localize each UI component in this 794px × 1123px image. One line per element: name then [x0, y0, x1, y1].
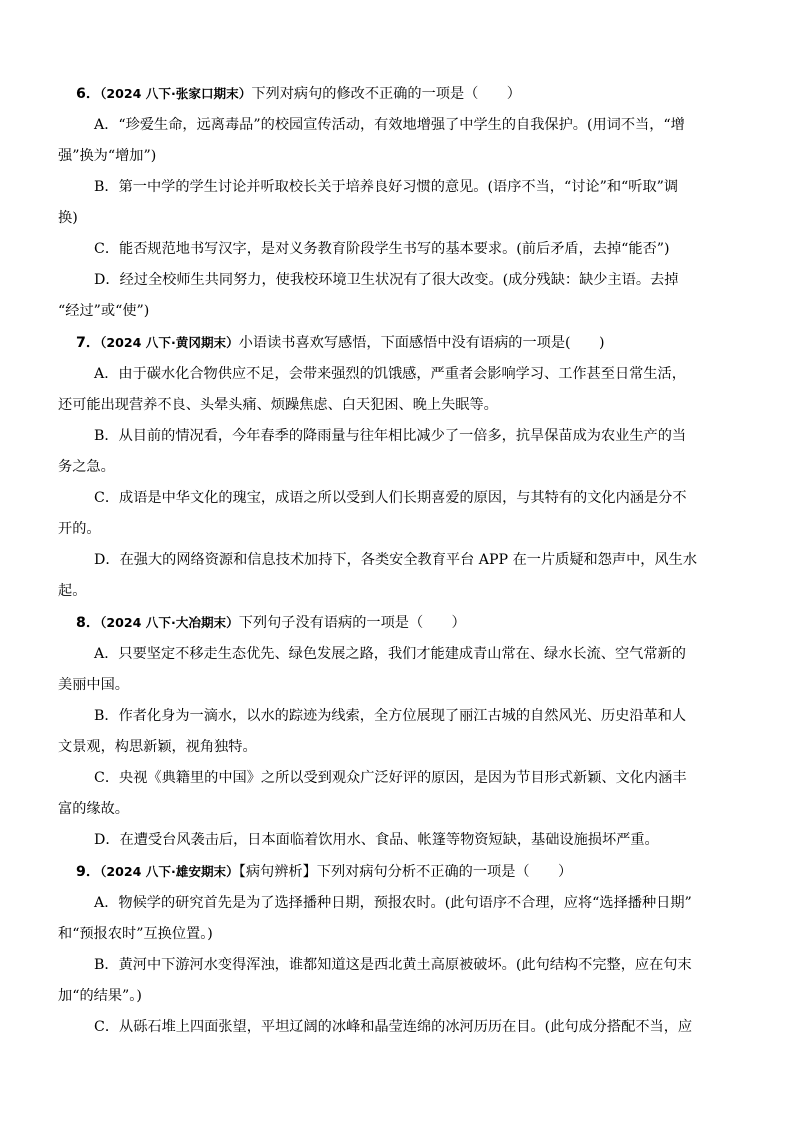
question-stem: [76, 856, 722, 888]
option-line: 富的缘故。: [58, 801, 129, 817]
option-line: D．经过全校师生共同努力，使我校环境卫生状况有了很大改变。(成分残缺：缺少主语。去掉: [94, 272, 679, 288]
option-line: 开的。: [58, 521, 101, 537]
answer-option: [58, 639, 722, 701]
option-line: A．“珍爱生命，远离毒品”的校园宣传活动，有效地增强了中学生的自我保护。(用词不当，“增: [94, 117, 685, 133]
answer-option: [58, 950, 722, 1012]
option-line: C．能否规范地书写汉字，是对义务教育阶段学生书写的基本要求。(前后矛盾，去掉“能否”): [94, 241, 670, 257]
answer-option: [58, 265, 722, 327]
question-number: 6．: [76, 86, 101, 102]
answer-option: [58, 545, 722, 607]
document-page: [58, 78, 722, 1043]
question-text: 下列对病句的修改不正确的一项是（ ）: [251, 86, 521, 102]
question-source: （2024 八下·黄冈期末）: [100, 335, 239, 350]
question-number: 7．: [76, 335, 101, 351]
option-line: 起。: [58, 583, 87, 599]
option-line: B．黄河中下游河水变得浑浊，谁都知道这是西北黄土高原被破坏。(此句结构不完整，应在句末: [94, 957, 692, 973]
answer-option: [58, 763, 722, 825]
answer-option: [58, 483, 722, 545]
option-line: D．在遭受台风袭击后，日本面临着饮用水、食品、帐篷等物资短缺，基础设施损坏严重。: [94, 832, 659, 848]
option-line: “经过”或“使”): [58, 303, 150, 319]
answer-option: [58, 172, 722, 234]
answer-option: [76, 825, 722, 856]
option-line: A．只要坚定不移走生态优先、绿色发展之路，我们才能建成青山常在、绿水长流、空气常新的: [94, 646, 686, 662]
option-line: 还可能出现营养不良、头晕头痛、烦躁焦虑、白天犯困、晚上失眠等。: [58, 397, 498, 413]
question-source: （2024 八下·雄安期末）: [100, 864, 239, 879]
option-line: B．从目前的情况看，今年春季的降雨量与往年相比减少了一倍多，抗旱保苗成为农业生产的当: [94, 428, 687, 444]
option-line: C．成语是中华文化的瑰宝，成语之所以受到人们长期喜爱的原因，与其特有的文化内涵是分不: [94, 490, 687, 506]
answer-option: [76, 234, 722, 265]
option-line: 美丽中国。: [58, 677, 129, 693]
option-line: B．第一中学的学生讨论并听取校长关于培养良好习惯的意见。(语序不当，“讨论”和“听取”调: [94, 179, 679, 195]
answer-option: [76, 1012, 722, 1043]
option-line: C．央视《典籍里的中国》之所以受到观众广泛好评的原因，是因为节目形式新颖、文化内涵丰: [94, 770, 687, 786]
option-line: D．在强大的网络资源和信息技术加持下，各类安全教育平台 APP 在一片质疑和怨声中，风生水: [94, 552, 698, 568]
option-line: 和“预报农时”互换位置。): [58, 926, 213, 942]
option-line: C．从砾石堆上四面张望，平坦辽阔的冰峰和晶莹连绵的冰河历历在目。(此句成分搭配不当，应: [94, 1019, 693, 1035]
question-text: 【病句辨析】下列对病句分析不正确的一项是（ ）: [238, 864, 573, 880]
option-line: 强”换为“增加”): [58, 148, 157, 164]
question-text: 小语读书喜欢写感悟，下面感悟中没有语病的一项是( ): [238, 335, 605, 351]
question-source: （2024 八下·大冶期末）: [100, 615, 239, 630]
question-number: 8．: [76, 615, 101, 631]
question-stem: [76, 327, 722, 359]
question-stem: [76, 607, 722, 639]
option-line: A．由于碳水化合物供应不足，会带来强烈的饥饿感，严重者会影响学习、工作甚至日常生活，: [94, 366, 686, 382]
question-source: （2024 八下·张家口期末）: [100, 86, 252, 101]
option-line: B．作者化身为一滴水，以水的踪迹为线索，全方位展现了丽江古城的自然风光、历史沿革和人: [94, 708, 687, 724]
option-line: 务之急。: [58, 459, 115, 475]
answer-option: [58, 359, 722, 421]
answer-option: [58, 421, 722, 483]
question-number: 9．: [76, 864, 101, 880]
question-text: 下列句子没有语病的一项是（ ）: [238, 615, 466, 631]
option-line: 加“的结果”。): [58, 988, 142, 1004]
option-line: 文景观，构思新颖，视角独特。: [58, 739, 257, 755]
answer-option: [58, 701, 722, 763]
answer-option: [58, 888, 722, 950]
question-stem: [76, 78, 722, 110]
answer-option: [58, 110, 722, 172]
option-line: A．物候学的研究首先是为了选择播种日期，预报农时。(此句语序不合理，应将“选择播种日期”: [94, 895, 692, 911]
option-line: 换): [58, 210, 78, 226]
